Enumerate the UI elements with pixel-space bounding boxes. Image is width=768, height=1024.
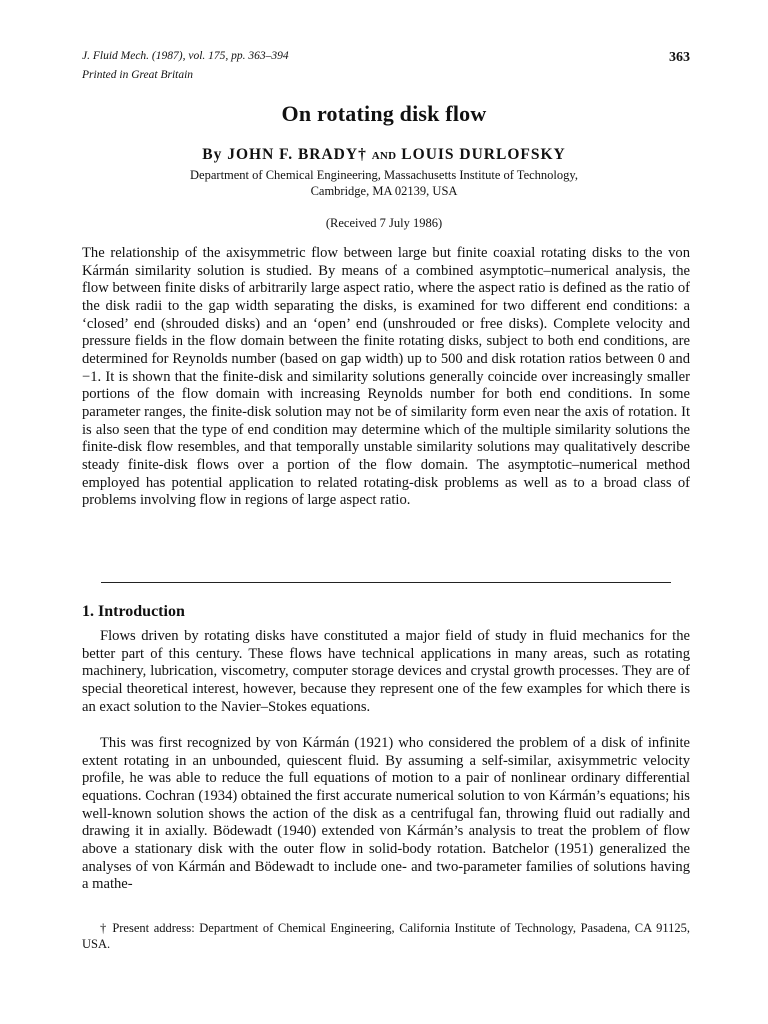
affiliation bbox=[120, 167, 648, 199]
paper-title: On rotating disk flow bbox=[281, 101, 487, 126]
intro-paragraph-2-text: This was first recognized by von Kármán (1921) who considered the problem of a disk of infinite extent rotating in an unbounded, quiescent fluid. By assuming a self-similar, axisymmetric velocity profile, he was able to reduce the full equations of motion to a pair of nonlinear ordinary differential equations. Cochran (1934) obtained the first accurate numerical solution to von Kármán’s equations; his well-known solution shows the action of the disk as a centrifugal fan, throwing fluid out radially and drawing it in axially. Bödewadt (1940) extended von Kármán’s analysis to treat the problem of flow above a stationary disk with the outer flow in solid-body rotation. Batchelor (1951) generalized the analyses of von Kármán and Bödewadt to include one- and two-parameter families of solutions having a mathe- bbox=[82, 735, 690, 893]
received-date: (Received 7 July 1986) bbox=[325, 216, 443, 230]
section-divider bbox=[101, 582, 671, 583]
footnote: † Present address: Department of Chemical Engineering, California Institute of Technology, Pasadena, CA 91125, USA. bbox=[82, 921, 690, 951]
author-byline bbox=[0, 146, 768, 164]
and-word: AND bbox=[371, 150, 397, 162]
first-author: By JOHN F. BRADY bbox=[202, 146, 359, 163]
affiliation-line-2: Cambridge, MA 02139, USA bbox=[310, 184, 458, 198]
journal-citation: J. Fluid Mech. (1987), vol. 175, pp. 363–394 bbox=[82, 50, 289, 62]
dagger-mark: † bbox=[358, 146, 367, 163]
page-number: 363 bbox=[669, 50, 690, 65]
intro-paragraph-2 bbox=[82, 735, 690, 894]
second-author: LOUIS DURLOFSKY bbox=[401, 146, 566, 163]
affiliation-line-1: Department of Chemical Engineering, Massachusetts Institute of Technology, bbox=[190, 168, 578, 182]
abstract: The relationship of the axisymmetric flow between large but finite coaxial rotating disks to the von Kármán similarity solution is studied. By means of a combined asymptotic–numerical analysis, the flow between finite disks of arbitrarily large aspect ratio, where the aspect ratio is defined as the ratio of the disk radii to the gap width separating the disks, is examined for two different end conditions: a ‘closed’ end (shrouded disks) and an ‘open’ end (unshrouded or free disks). Complete velocity and pressure fields in the flow domain between the finite rotating disks, subject to both end conditions, are determined for Reynolds number (based on gap width) up to 500 and disk rotation ratios between 0 and −1. It is shown that the finite-disk and similarity solutions generally coincide over increasingly smaller portions of the flow domain with increasing Reynolds number for both end conditions. In some parameter ranges, the finite-disk solution may not be of similarity form even near the axis of rotation. It is also seen that the type of end condition may determine which of the multiple similarity solutions the finite-disk flow resembles, and that temporally unstable similarity solutions may qualitatively describe steady finite-disk flows over a portion of the flow domain. The asymptotic–numerical method employed has potential application to related rotating-disk problems as well as to a broad class of problems involving flow in regions of large aspect ratio. bbox=[82, 245, 690, 509]
printed-note: Printed in Great Britain bbox=[82, 69, 194, 81]
intro-paragraph-1-text: Flows driven by rotating disks have constituted a major field of study in fluid mechanics for the better part of this century. These flows have technical applications in many areas, such as rotating machinery, lubrication, viscometry, computer storage devices and crystal growth processes. They are of special theoretical interest, however, because they represent one of the few examples for which there is an exact solution to the Navier–Stokes equations. bbox=[82, 628, 690, 715]
intro-paragraph-1 bbox=[82, 628, 690, 716]
section-heading: 1. Introduction bbox=[82, 603, 185, 620]
